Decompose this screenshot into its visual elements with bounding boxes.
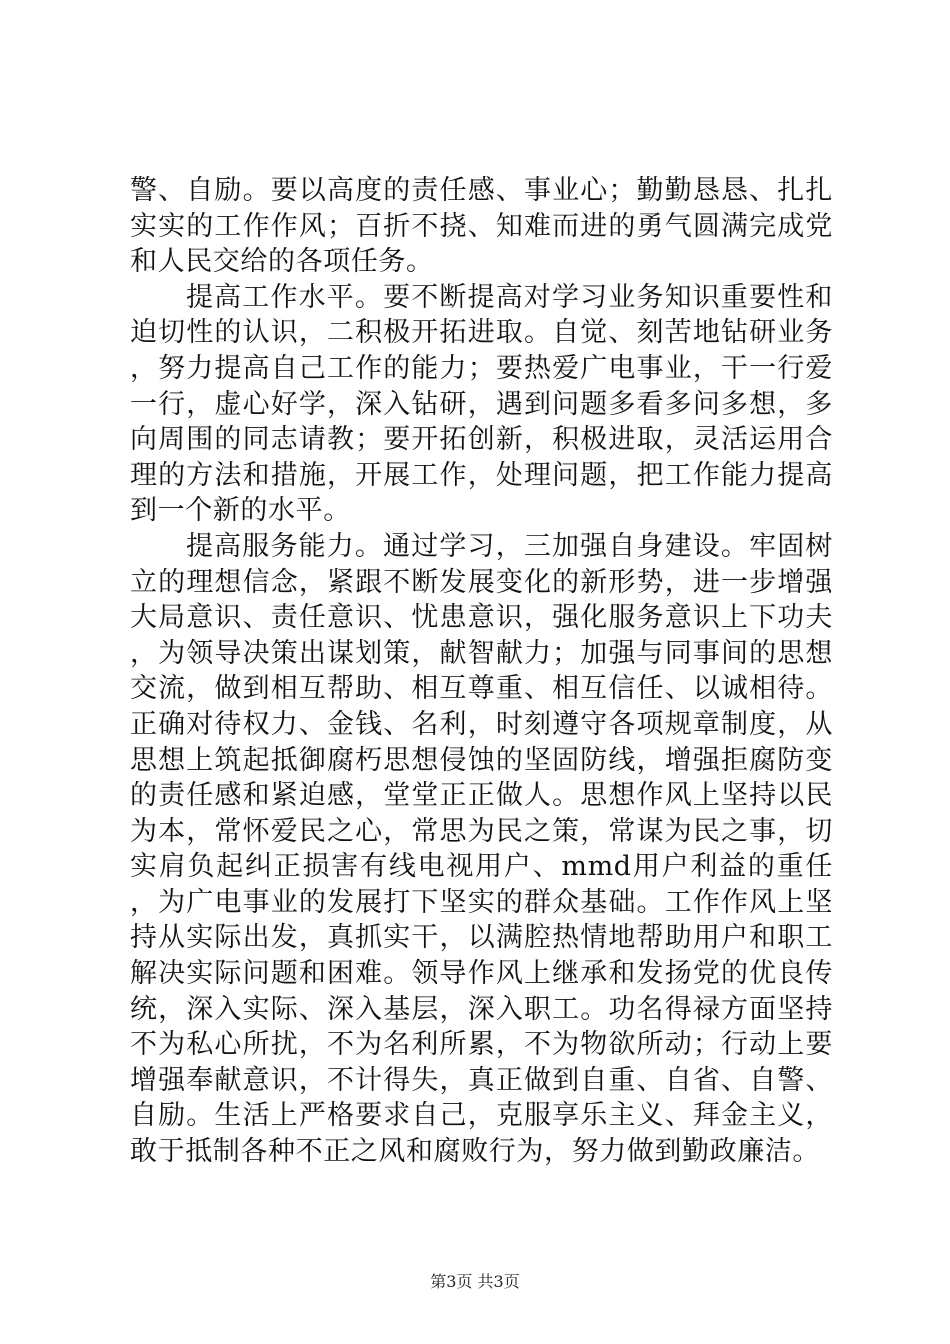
paragraph-work-level: 提高工作水平。要不断提高对学习业务知识重要性和迫切性的认识，二积极开拓进取。自觉、刻苦地钻研业务，努力提高自己工作的能力；要热爱广电事业，干一行爱一行，虚心好学，深入钻研，遇到问题多看多问多想，多向周围的同志请教；要开拓创新，积极进取，灵活运用合理的方法和措施，开展工作，处理问题，把工作能力提高到一个新的水平。: [130, 281, 833, 527]
body-text: [130, 173, 833, 1170]
page-number-footer: 第3页 共3页: [430, 1272, 520, 1291]
paragraph-service-ability: 提高服务能力。通过学习，三加强自身建设。牢固树立的理想信念，紧跟不断发展变化的新形势，进一步增强大局意识、责任意识、忧患意识，强化服务意识上下功夫，为领导决策出谋划策，献智献力；加强与同事间的思想交流，做到相互帮助、相互尊重、相互信任、以诚相待。正确对待权力、金钱、名利，时刻遵守各项规章制度，从思想上筑起抵御腐朽思想侵蚀的坚固防线，增强拒腐防变的责任感和紧迫感，堂堂正正做人。思想作风上坚持以民为本，常怀爱民之心，常思为民之策，常谋为民之事，切实肩负起纠正损害有线电视用户、mmd用户利益的重任，为广电事业的发展打下坚实的群众基础。工作作风上坚持从实际出发，真抓实干，以满腔热情地帮助用户和职工解决实际问题和困难。领导作风上继承和发扬党的优良传统，深入实际、深入基层，深入职工。功名得禄方面坚持不为私心所扰，不为名利所累，不为物欲所动；行动上要增强奉献意识，不计得失，真正做到自重、自省、自警、自励。生活上严格要求自己，克服享乐主义、拜金主义，敢于抵制各种不正之风和腐败行为，努力做到勤政廉洁。: [130, 530, 833, 1168]
paragraph-continuation: 警、自励。要以高度的责任感、事业心；勤勤恳恳、扎扎实实的工作作风；百折不挠、知难而进的勇气圆满完成党和人民交给的各项任务。: [130, 175, 833, 278]
